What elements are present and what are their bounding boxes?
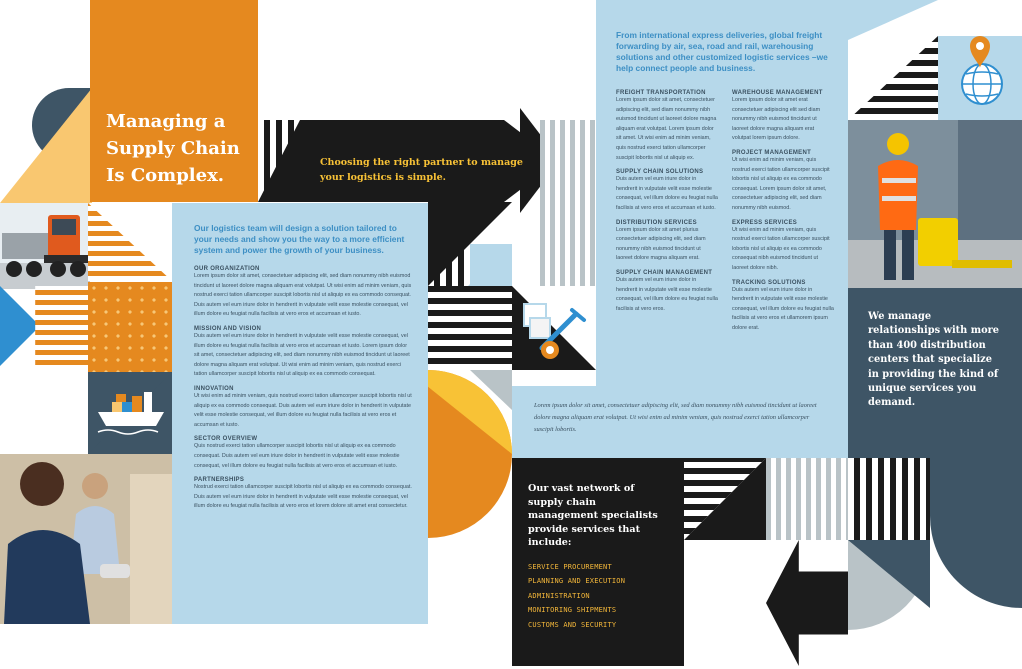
- left-section-0: [194, 266, 412, 320]
- service-heading: TRACKING SOLUTIONS: [732, 279, 806, 286]
- geo-black-stripes-right: [848, 36, 938, 120]
- geo-gray-stripes-v: [540, 120, 596, 286]
- geo-stripes-right-bottom: [848, 458, 930, 540]
- service-text: Lorem ipsum dolor sit amet, consectetuer adipiscing elit, sed diam nonummy nibh euismod tincidunt ut laoreet dolore magna aliquam erat volutpat. Lorem ipsum dolor sit amet. Ut wisi enim ad minim veniam, quis nostrud exerci tation ullamcorper suscipit lobortis nisl ut aliquip ex.: [616, 97, 717, 161]
- service-text: Ut wisi enim ad minim veniam, quis nostrud exerci tation ullamcorper suscipit lobortis nisl ut aliquip ex ea commodo consequat. Lorem ipsum dolor sit amet, consectetuer adipiscing elit, sed diam nonummy nibh euismod.: [732, 156, 830, 211]
- geo-blue-strip-top: [172, 0, 258, 120]
- page-title: Managing a Supply Chain Is Complex.: [106, 111, 240, 186]
- relationships-panel: [848, 288, 1022, 458]
- network-heading: Our vast network of supply chain management specialists provide services that include:: [528, 483, 658, 549]
- section-heading: MISSION AND VISION: [194, 325, 262, 332]
- left-section-2: [194, 386, 412, 430]
- section-heading: SECTOR OVERVIEW: [194, 436, 258, 443]
- service-list-item: SERVICE PROCUREMENT: [528, 562, 612, 571]
- network-panel: [512, 458, 684, 666]
- tagline: Choosing the right partner to manage your logistics is simple.: [320, 157, 523, 183]
- globe-location-icon: [938, 36, 1022, 120]
- section-text: Lorem ipsum dolor sit amet, consectetuer adipiscing elit, sed diam nonummy nibh euismod tincidunt ut laoreet dolore magna aliquam erat volutpat. Ut wisi enim ad minim veniam, quis nostrud exerci tation ullamcorper suscipit lobortis nisl ut aliquip ex ea commodo consequat. Duis autem vel eum iriure dolor in hendrerit in vulputate velit esse molestie consequat, vel illum dolore eu feugiat nulla facilisis at vero eros et accumsan et iusto.: [194, 273, 412, 318]
- center-text-panel: [596, 0, 848, 386]
- quote-panel: [512, 386, 848, 458]
- section-text: Quis nostrud exerci tation ullamcorper suscipit lobortis nisl ut aliquip ex ea commodo consequat. Duis autem vel eum iriure dolor in hendrerit in vulputate velit esse molestie consequat, vel illum dolore eu feugiat nulla facilisis at vero eros et accumsan et iusto.: [194, 443, 400, 469]
- service-text: Lorem ipsum dolor sit amet erat consectetuer adipiscing elit sed diam nonummy nibh euismod tincidunt ut laoreet dolore magna aliquam erat volutpat lorem ipsum dolore.: [732, 97, 821, 142]
- service-text: Lorem ipsum dolor sit amet plurius consectetuer adipiscing elit, sed diam nonummy nibh euismod tincidunt ut laoreet dolore magna aliquam erat.: [616, 226, 706, 262]
- service-text: Duis autem vel eum iriure dolor in hendrerit in vulputate velit esse molestie consequat, vel illum dolore eu feugiat nulla facilisis at vero eros et ullamorem ipsum dolore erat.: [732, 286, 834, 331]
- globe-tile: [938, 36, 1022, 120]
- geo-gray-stripes-bottom: [766, 458, 848, 540]
- service-list-item: MONITORING SHIPMENTS: [528, 606, 617, 615]
- cargo-ship-icon: [88, 372, 172, 454]
- geo-black-arrow-bottom: [766, 540, 848, 666]
- geo-blue-triangle-right: [848, 0, 938, 40]
- left-section-3: [194, 436, 412, 471]
- service-list-item: PLANNING AND EXECUTION: [528, 577, 626, 586]
- warehouse-worker-photo: [848, 120, 1022, 288]
- service-text: Duis autem vel eum iriure dolor in hendrerit in vulputate velit esse molestie consequat, vel illum dolore eu feugiat nulla facilisis at vero eros.: [616, 276, 718, 312]
- section-heading: PARTNERSHIPS: [194, 477, 245, 484]
- geo-blue-triangle-left: [0, 286, 40, 366]
- service-heading: WAREHOUSE MANAGEMENT: [732, 90, 823, 96]
- service-columns: [616, 84, 834, 333]
- worker-photo: [0, 454, 172, 624]
- geo-slate-circle-right: [930, 458, 1022, 608]
- ship-tile: [88, 372, 172, 454]
- service-heading: DISTRIBUTION SERVICES: [616, 219, 697, 226]
- geo-orange-stripes: [88, 203, 172, 281]
- service-column-2: [732, 84, 834, 333]
- quote-text: Lorem ipsum dolor sit amet, consectetuer adipiscing elit, sed diam nonummy nibh euismod tincidunt ut laoreet dolore magna aliquam erat volutpat. Ut wisi enim ad minim veniam, quis nostrud exerci tation ullamcorper suscipit lobortis.: [534, 402, 817, 433]
- section-heading: INNOVATION: [194, 385, 234, 392]
- section-heading: OUR ORGANIZATION: [194, 266, 260, 272]
- left-intro: Our logistics team will design a solution tailored to your needs and show you the way to a more efficient system and power the growth of your business.: [194, 223, 405, 255]
- geo-dots-orange: [88, 282, 172, 372]
- geo-black-stripes-arrow: [428, 286, 512, 370]
- service-heading: EXPRESS SERVICES: [732, 219, 798, 226]
- service-heading: SUPPLY CHAIN MANAGEMENT: [616, 269, 713, 276]
- center-intro: From international express deliveries, global freight forwarding by air, sea, road and rail, warehousing solutions and other customized logistic services –we help connect people and business.: [616, 30, 828, 73]
- relationships-text: We manage relationships with more than 400 distribution centers that specialize in providing the kind of unique services you demand.: [868, 311, 1000, 409]
- section-text: Ut wisi enim ad minim veniam, quis nostrud exerci tation ullamcorper suscipit lobortis nisl ut aliquip ex ea commodo consequat. Duis autem vel eum iriure dolor in hendrerit in vulputate velit esse molestie consequat, vel illum dolore eu feugiat nulla facilisis at vero eros et accumsan et iusto.: [194, 392, 412, 428]
- left-section-4: [194, 477, 412, 512]
- service-text: Ut wisi enim ad minim veniam, quis nostrud exerci tation ullamcorper suscipit lobortis nisl ut aliquip ex ea commodo consequat nibh euismod tincidunt ut laoreet dolore nibh.: [732, 226, 830, 271]
- service-heading: SUPPLY CHAIN SOLUTIONS: [616, 169, 704, 176]
- section-text: Duis autem vel eum iriure dolor in hendrerit in vulputate velit esse molestie consequat, vel illum dolore eu feugiat nulla facilisis at vero eros et accumsan et iusto. Lorem ipsum dolor sit amet, consectetuer adipiscing elit, sed diam nonummy nibh euismod tincidunt ut laoreet dolore magna aliquam erat volutpat. Ut wisi enim ad minim veniam, quis nostrud exerci tation ullamcorper suscipit lobortis nisl ut aliquip ex ea commodo consequat.: [194, 332, 410, 378]
- hand-truck-icon: [512, 286, 596, 370]
- service-text: Duis autem vel eum iriure dolor in hendrerit in vulputate velit esse molestie consequat, vel illum dolore eu feugiat nulla facilisis at vero eros et accumsan et iusto.: [616, 176, 718, 211]
- service-heading: PROJECT MANAGEMENT: [732, 149, 812, 156]
- service-list-item: CUSTOMS AND SECURITY: [528, 620, 617, 629]
- service-heading: FREIGHT TRANSPORTATION: [616, 90, 706, 96]
- geo-blue-triangle-center: [470, 244, 512, 286]
- section-text: Nostrud exerci tation ullamcorper suscipit lobortis nisl ut aliquip ex ea commodo consequat. Duis autem vel eum iriure dolor in hendrerit in vulputate velit esse molestie consequat, vel illum dolore eu feugiat nulla facilisis at vero eros et lorem dolore sit amet erat consectetur.: [194, 484, 412, 510]
- left-section-1: [194, 326, 412, 380]
- left-text-panel: [172, 203, 428, 624]
- service-column-1: [616, 84, 718, 333]
- truck-photo: [0, 203, 90, 289]
- service-list-item: ADMINISTRATION: [528, 591, 590, 600]
